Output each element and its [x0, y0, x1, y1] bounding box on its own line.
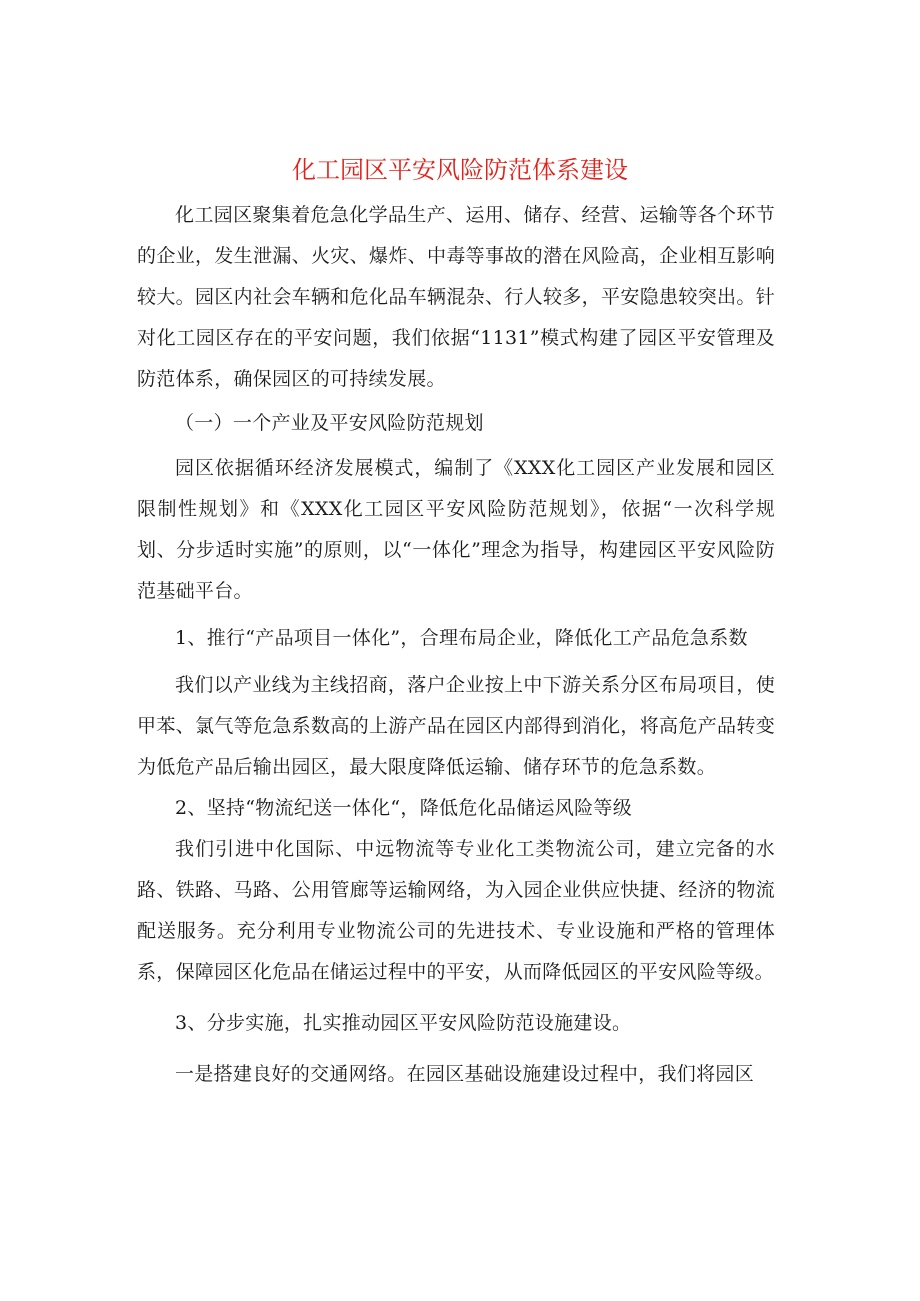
section-paragraph: 园区依据循环经济发展模式，编制了《XXX化工园区产业发展和园区限制性规划》和《XXX化工园区平安风险防范规划》，依据“一次科学规划、分步适时实施”的原则，以“一体化”理念为指导，构建园区平安风险防范基础平台。 [137, 457, 775, 602]
item-paragraph-3: 一是搭建良好的交通网络。在园区基础设施建设过程中，我们将园区 [175, 1063, 755, 1085]
item-paragraph-1: 我们以产业线为主线招商，落户企业按上中下游关系分区布局项目，使甲苯、氯气等危急系数高的上游产品在园区内部得到消化，将高危产品转变为低危产品后输出园区，最大限度降低运输、储存环节的危急系数。 [137, 674, 775, 778]
item-heading-2: 2、坚持“物流纪送一体化“，降低危化品储运风险等级 [175, 797, 633, 819]
item-paragraph-2: 我们引进中化国际、中远物流等专业化工类物流公司，建立完备的水路、铁路、马路、公用管廊等运输网络，为入园企业供应快捷、经济的物流配送服务。充分利用专业物流公司的先进技术、专业设施和严格的管理体系，保障园区化危品在储运过程中的平安，从而降低园区的平安风险等级。 [137, 838, 775, 983]
document-title: 化工园区平安风险防范体系建设 [292, 156, 628, 184]
document-body [137, 195, 775, 1095]
item-heading-1: 1、推行“产品项目一体化”，合理布局企业，降低化工产品危急系数 [175, 627, 748, 649]
section-heading: （一）一个产业及平安风险防范规划 [175, 412, 484, 434]
intro-paragraph: 化工园区聚集着危急化学品生产、运用、储存、经营、运输等各个环节的企业，发生泄漏、火灾、爆炸、中毒等事故的潜在风险高，企业相互影响较大。园区内社会车辆和危化品车辆混杂、行人较多，平安隐患较突出。针对化工园区存在的平安问题，我们依据“1131”模式构建了园区平安管理及防范体系，确保园区的可持续发展。 [137, 204, 775, 390]
item-heading-3: 3、分步实施，扎实推动园区平安风险防范设施建设。 [175, 1012, 632, 1034]
